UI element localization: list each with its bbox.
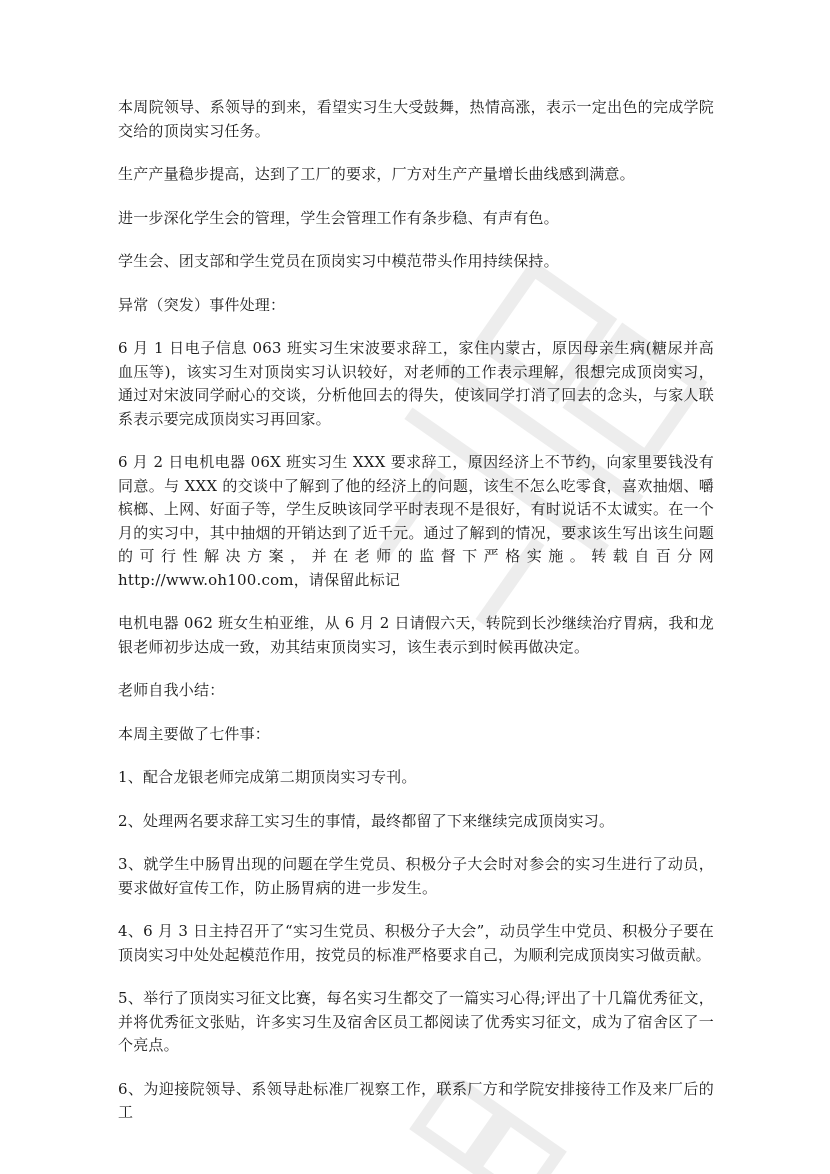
paragraph: 学生会、团支部和学生党员在顶岗实习中模范带头作用持续保持。: [118, 252, 559, 270]
paragraph: 6 月 1 日电子信息 063 班实习生宋波要求辞工，家住内蒙古，原因母亲生病(糖尿并高血压等)，该实习生对顶岗实习认识较好，对老师的工作表示理解，很想完成顶岗实习，通过对宋波同学耐心的交谈，分析他回去的得失，使该同学打消了回去的念头，与家人联系表示要完成顶岗实习再回家。: [118, 339, 714, 428]
paragraph: 电机电器 062 班女生柏亚维，从 6 月 2 日请假六天，转院到长沙继续治疗胃病，我和龙银老师初步达成一致，劝其结束顶岗实习，该生表示到时候再做决定。: [118, 614, 714, 656]
paragraph: 本周院领导、系领导的到来，看望实习生大受鼓舞，热情高涨，表示一定出色的完成学院交给的顶岗实习任务。: [118, 98, 714, 140]
section-heading: 异常（突发）事件处理：: [118, 295, 286, 314]
list-item: 4、6 月 3 日主持召开了“实习生党员、积极分子大会”，动员学生中党员、积极分子要在顶岗实习中处处起模范作用，按党员的标准严格要求自己，为顺利完成顶岗实习做贡献。: [118, 922, 714, 964]
paragraph: 进一步深化学生会的管理，学生会管理工作有条步稳、有声有色。: [118, 208, 559, 227]
list-item: 6、为迎接院领导、系领导赴标准厂视察工作，联系厂方和学院安排接待工作及来厂后的工: [118, 1079, 714, 1121]
paragraph: 本周主要做了七件事：: [118, 724, 271, 743]
section-heading: 老师自我小结：: [118, 681, 225, 699]
document-body: [118, 96, 714, 1145]
list-item: 5、举行了顶岗实习征文比赛，每名实习生都交了一篇实习心得;评出了十几篇优秀征文，并将优秀征文张贴，许多实习生及宿舍区员工都阅读了优秀实习征文，成为了宿舍区了一个亮点。: [118, 989, 714, 1054]
paragraph: 生产产量稳步提高，达到了工厂的要求，厂方对生产产量增长曲线感到满意。: [118, 165, 635, 183]
list-item: 1、配合龙银老师完成第二期顶岗实习专刊。: [118, 768, 417, 786]
paragraph: 6 月 2 日电机电器 06X 班实习生 XXX 要求辞工，原因经济上不节约，向家里要钱没有同意。与 XXX 的交谈中了解到了他的经济上的问题，该生不怎么吃零食，喜欢抽烟、嚼槟榔、上网、好面子等，学生反映该同学平时表现不是很好，有时说话不太诚实。在一个月的实习中，其中抽烟的开销达到了近千元。通过了解到的情况，要求该生写出该生问题的可行性解决方案，并在老师的监督下严格实施。转载自百分网 http://www.oh100.com，请保留此标记: [118, 453, 714, 589]
list-item: 2、处理两名要求辞工实习生的事情，最终都留了下来继续完成顶岗实习。: [118, 811, 615, 830]
list-item: 3、就学生中肠胃出现的问题在学生党员、积极分子大会时对参会的实习生进行了动员，要求做好宣传工作，防止肠胃病的进一步发生。: [118, 855, 714, 897]
